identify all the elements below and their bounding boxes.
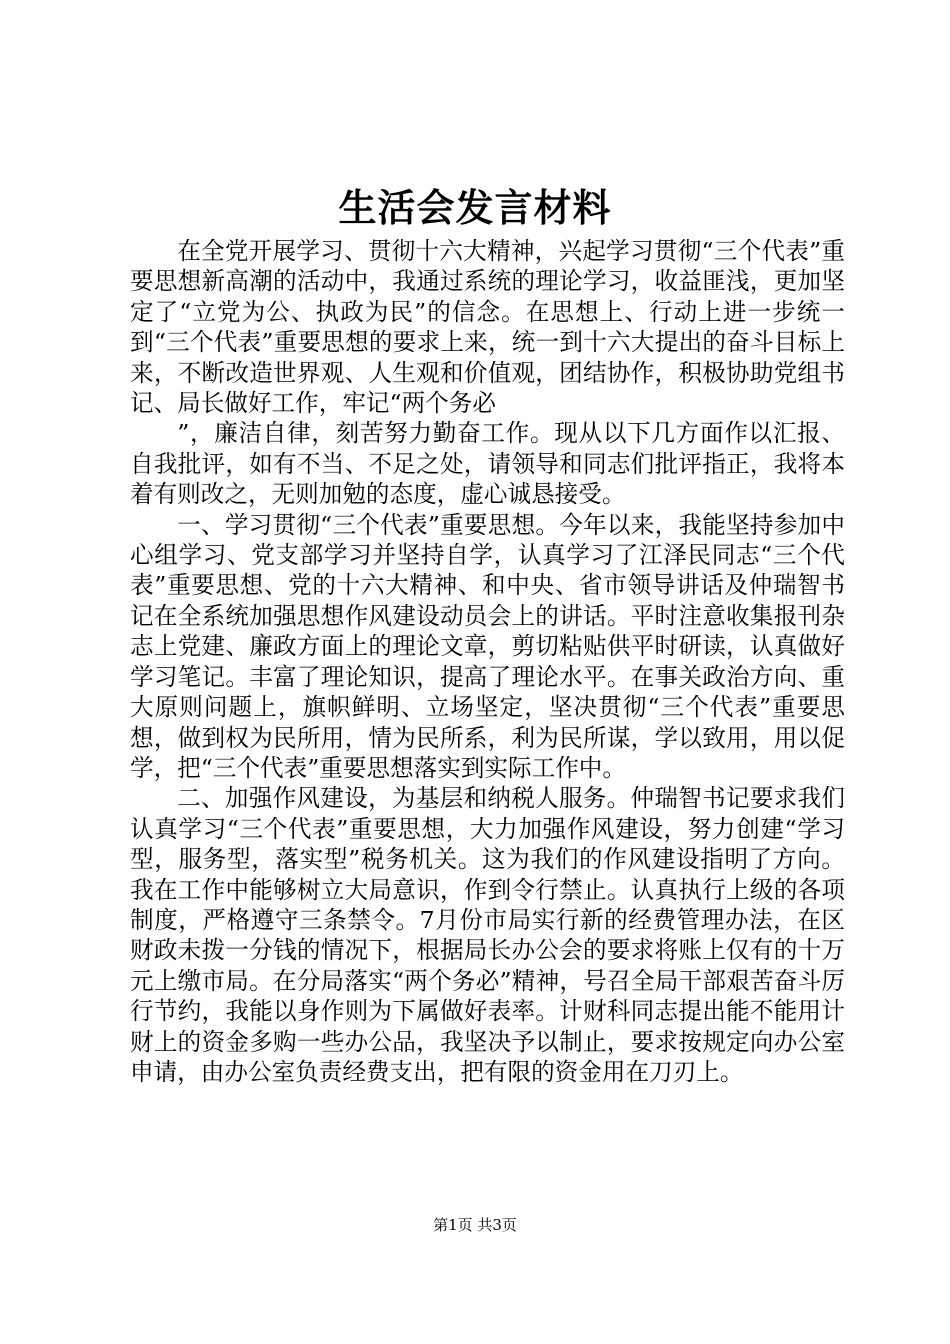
page-number: 第1页 bbox=[433, 1216, 473, 1234]
paragraph-intro-continued: ”，廉洁自律，刻苦努力勤奋工作。现从以下几方面作以汇报、自我批评，如有不当、不足之处，请领导和同志们批评指正，我将本着有则改之，无则加勉的态度，虚心诚恳接受。 bbox=[130, 419, 845, 509]
page-total: 共3页 bbox=[477, 1216, 517, 1234]
paragraph-intro: 在全党开展学习、贯彻十六大精神，兴起学习贯彻“三个代表”重要思想新高潮的活动中，我通过系统的理论学习，收益匪浅，更加坚定了“立党为公、执政为民”的信念。在思想上、行动上进一步统一到“三个代表”重要思想的要求上来，统一到十六大提出的奋斗目标上来，不断改造世界观、人生观和价值观，团结协作，积极协助党组书记、局长做好工作，牢记“两个务必 bbox=[130, 237, 845, 418]
page-footer bbox=[0, 1214, 950, 1236]
document-body bbox=[130, 236, 845, 1087]
document-title: 生活会发言材料 bbox=[338, 185, 612, 230]
paragraph-section-two: 二、加强作风建设，为基层和纳税人服务。仲瑞智书记要求我们认真学习“三个代表”重要思想，大力加强作风建设，努力创建“学习型，服务型，落实型”税务机关。这为我们的作风建设指明了方向。我在工作中能够树立大局意识，作到令行禁止。认真执行上级的各项制度，严格遵守三条禁令。7月份市局实行新的经费管理办法，在区财政未拨一分钱的情况下，根据局长办公会的要求将账上仅有的十万元上缴市局。在分局落实“两个务必”精神，号召全局干部艰苦奋斗厉行节约，我能以身作则为下属做好表率。计财科同志提出能不能用计财上的资金多购一些办公品，我坚决予以制止，要求按规定向办公室申请，由办公室负责经费支出，把有限的资金用在刀刃上。 bbox=[130, 784, 845, 1086]
paragraph-section-one: 一、学习贯彻“三个代表”重要思想。今年以来，我能坚持参加中心组学习、党支部学习并坚持自学，认真学习了江泽民同志“三个代表”重要思想、党的十六大精神、和中央、省市领导讲话及仲瑞智书记在全系统加强思想作风建设动员会上的讲话。平时注意收集报刊杂志上党建、廉政方面上的理论文章，剪切粘贴供平时研读，认真做好学习笔记。丰富了理论知识，提高了理论水平。在事关政治方向、重大原则问题上，旗帜鲜明、立场坚定，坚决贯彻“三个代表”重要思想，做到权为民所用，情为民所系，利为民所谋，学以致用，用以促学，把“三个代表”重要思想落实到实际工作中。 bbox=[130, 510, 845, 782]
